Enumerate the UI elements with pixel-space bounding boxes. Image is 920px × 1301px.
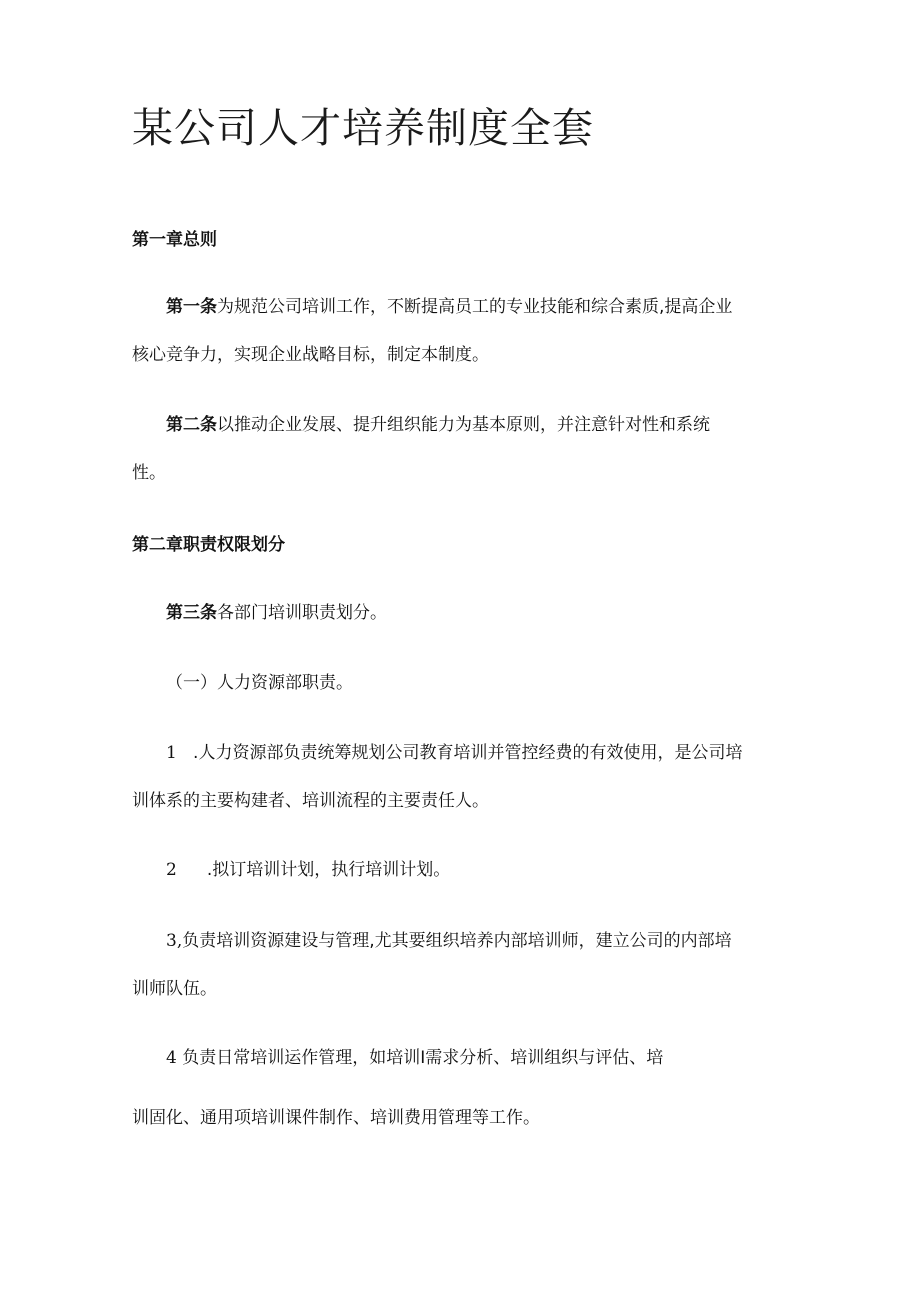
article-2-line-2: 性。: [132, 463, 166, 483]
item-2: [132, 846, 792, 894]
article-1-text-1: 为规范公司培训工作，不断提高员工的专业技能和综合素质,提高企业: [217, 297, 733, 317]
item-4: [132, 1034, 792, 1142]
section-1-heading: （一）人力资源部职责。: [166, 673, 353, 693]
chapter-2-heading: 第二章职责权限划分: [132, 535, 285, 555]
article-3-text: 各部门培训职责划分。: [217, 603, 387, 623]
article-2-text-1: 以推动企业发展、提升组织能力为基本原则，并注意针对性和系统: [217, 415, 710, 435]
item-3-line-2: 训师队伍。: [132, 979, 217, 999]
article-3-label: 第三条: [166, 603, 217, 623]
item-4-number: 4: [166, 1048, 177, 1068]
article-2-label: 第二条: [166, 415, 217, 435]
article-2: [132, 401, 792, 497]
item-2-text-1: .拟订培训计划，执行培训计划。: [206, 860, 451, 880]
item-1-line-1: [132, 729, 792, 777]
article-3: [132, 589, 792, 637]
item-4-line-2: 训固化、通用项培训课件制作、培训费用管理等工作。: [132, 1108, 540, 1128]
section-1: [132, 659, 792, 707]
item-1-line-2: 训体系的主要构建者、培训流程的主要责任人。: [132, 791, 489, 811]
article-3-line: [132, 589, 792, 637]
article-1-label: 第一条: [166, 297, 217, 317]
item-1-number: 1: [166, 743, 177, 763]
chapter-1-heading: 第一章总则: [132, 230, 217, 250]
item-4-text-1: 负责日常培训运作管理，如培训I需求分析、培训组织与评估、培: [182, 1048, 664, 1068]
item-1: [132, 729, 792, 825]
item-3-text-1: 负责培训资源建设与管理,尤其要组织培养内部培训师，建立公司的内部培: [182, 931, 732, 951]
item-2-number: 2: [166, 860, 177, 880]
item-4-line-1: [132, 1034, 792, 1082]
item-3-line-1: [132, 917, 792, 965]
item-3: [132, 917, 792, 1013]
article-2-line-1: [132, 401, 792, 449]
article-1-line-2: 核心竞争力，实现企业战略目标，制定本制度。: [132, 345, 489, 365]
article-1: [132, 283, 792, 379]
item-3-number: 3,: [166, 931, 183, 951]
item-2-line-1: [132, 846, 792, 894]
article-1-line-1: [132, 283, 792, 331]
document-title: 某公司人才培养制度全套: [132, 104, 594, 152]
item-1-text-1: .人力资源部负责统筹规划公司教育培训并管控经费的有效使用，是公司培: [193, 743, 743, 763]
